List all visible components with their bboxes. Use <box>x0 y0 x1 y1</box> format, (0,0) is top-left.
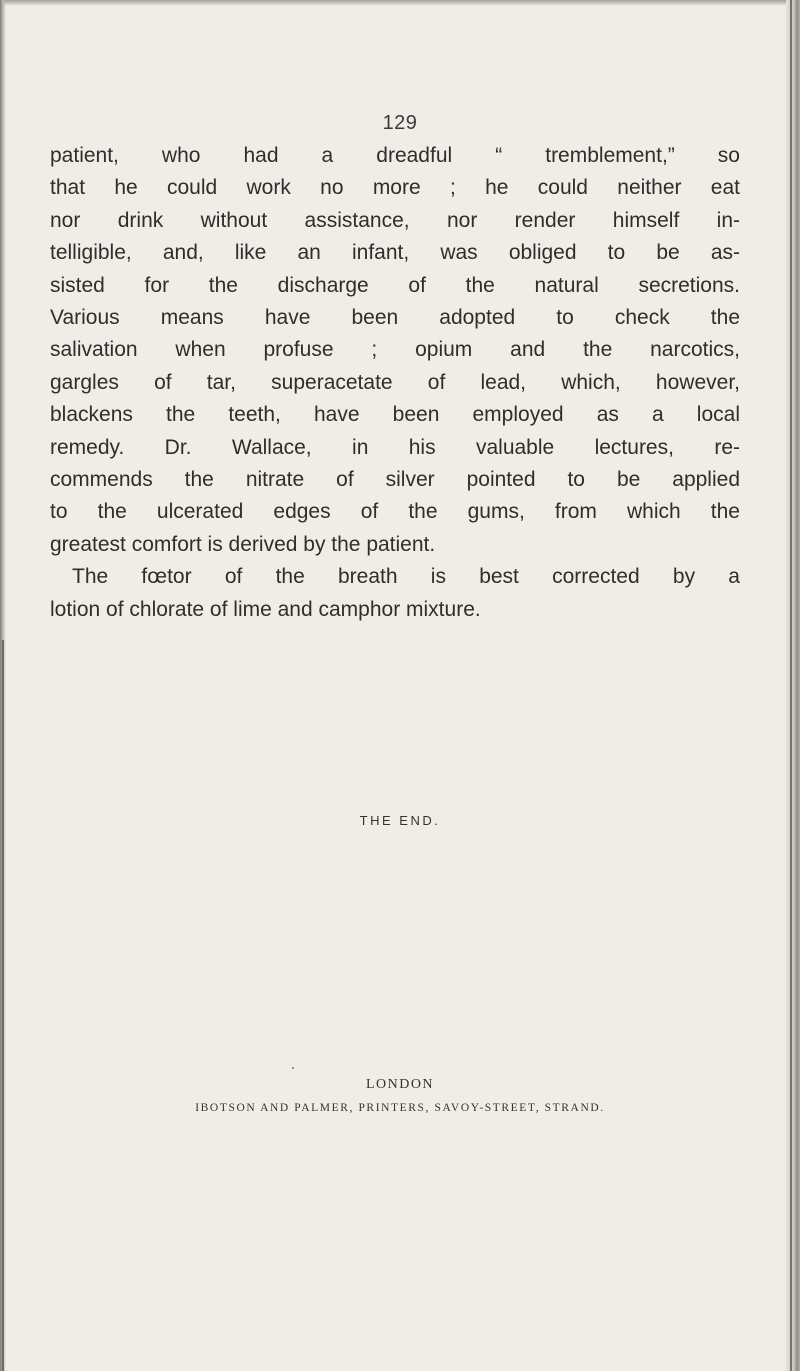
text-line: to the ulcerated edges of the gums, from which the <box>50 500 740 524</box>
text-line: nor drink without assistance, nor render himself in- <box>50 208 740 232</box>
text-line: lotion of chlorate of lime and camphor mixture. <box>50 597 481 621</box>
text-line: Various means have been adopted to check the <box>50 306 740 330</box>
text-line: salivation when profuse ; opium and the narcotics, <box>50 338 740 362</box>
the-end-heading: THE END. <box>359 813 441 828</box>
page-left-binding-line <box>2 640 4 1371</box>
text-line: The fœtor of the breath is best corrected by a <box>72 565 740 589</box>
text-line: greatest comfort is derived by the patient. <box>50 532 436 556</box>
page-right-edge <box>786 0 800 1371</box>
text-line: that he could work no more ; he could neither eat <box>50 176 740 200</box>
text-line: commends the nitrate of silver pointed to be applied <box>50 468 740 492</box>
text-line: telligible, and, like an infant, was obliged to be as- <box>50 241 740 265</box>
imprint-printer: IBOTSON AND PALMER, PRINTERS, SAVOY-STREET, STRAND. <box>195 1102 605 1114</box>
ink-speck <box>292 1067 294 1069</box>
text-line: gargles of tar, superacetate of lead, which, however, <box>50 370 740 394</box>
page-right-binding-line <box>790 0 792 1371</box>
imprint-city: LONDON <box>365 1077 435 1092</box>
text-line: remedy. Dr. Wallace, in his valuable lectures, re- <box>50 435 740 459</box>
page-top-edge <box>0 0 800 6</box>
text-line: sisted for the discharge of the natural secretions. <box>50 273 740 297</box>
body-text <box>50 140 740 626</box>
page-number: 129 <box>382 112 418 134</box>
text-line: blackens the teeth, have been employed as a local <box>50 403 740 427</box>
text-line: patient, who had a dreadful “ tremblement,” so <box>50 144 740 167</box>
